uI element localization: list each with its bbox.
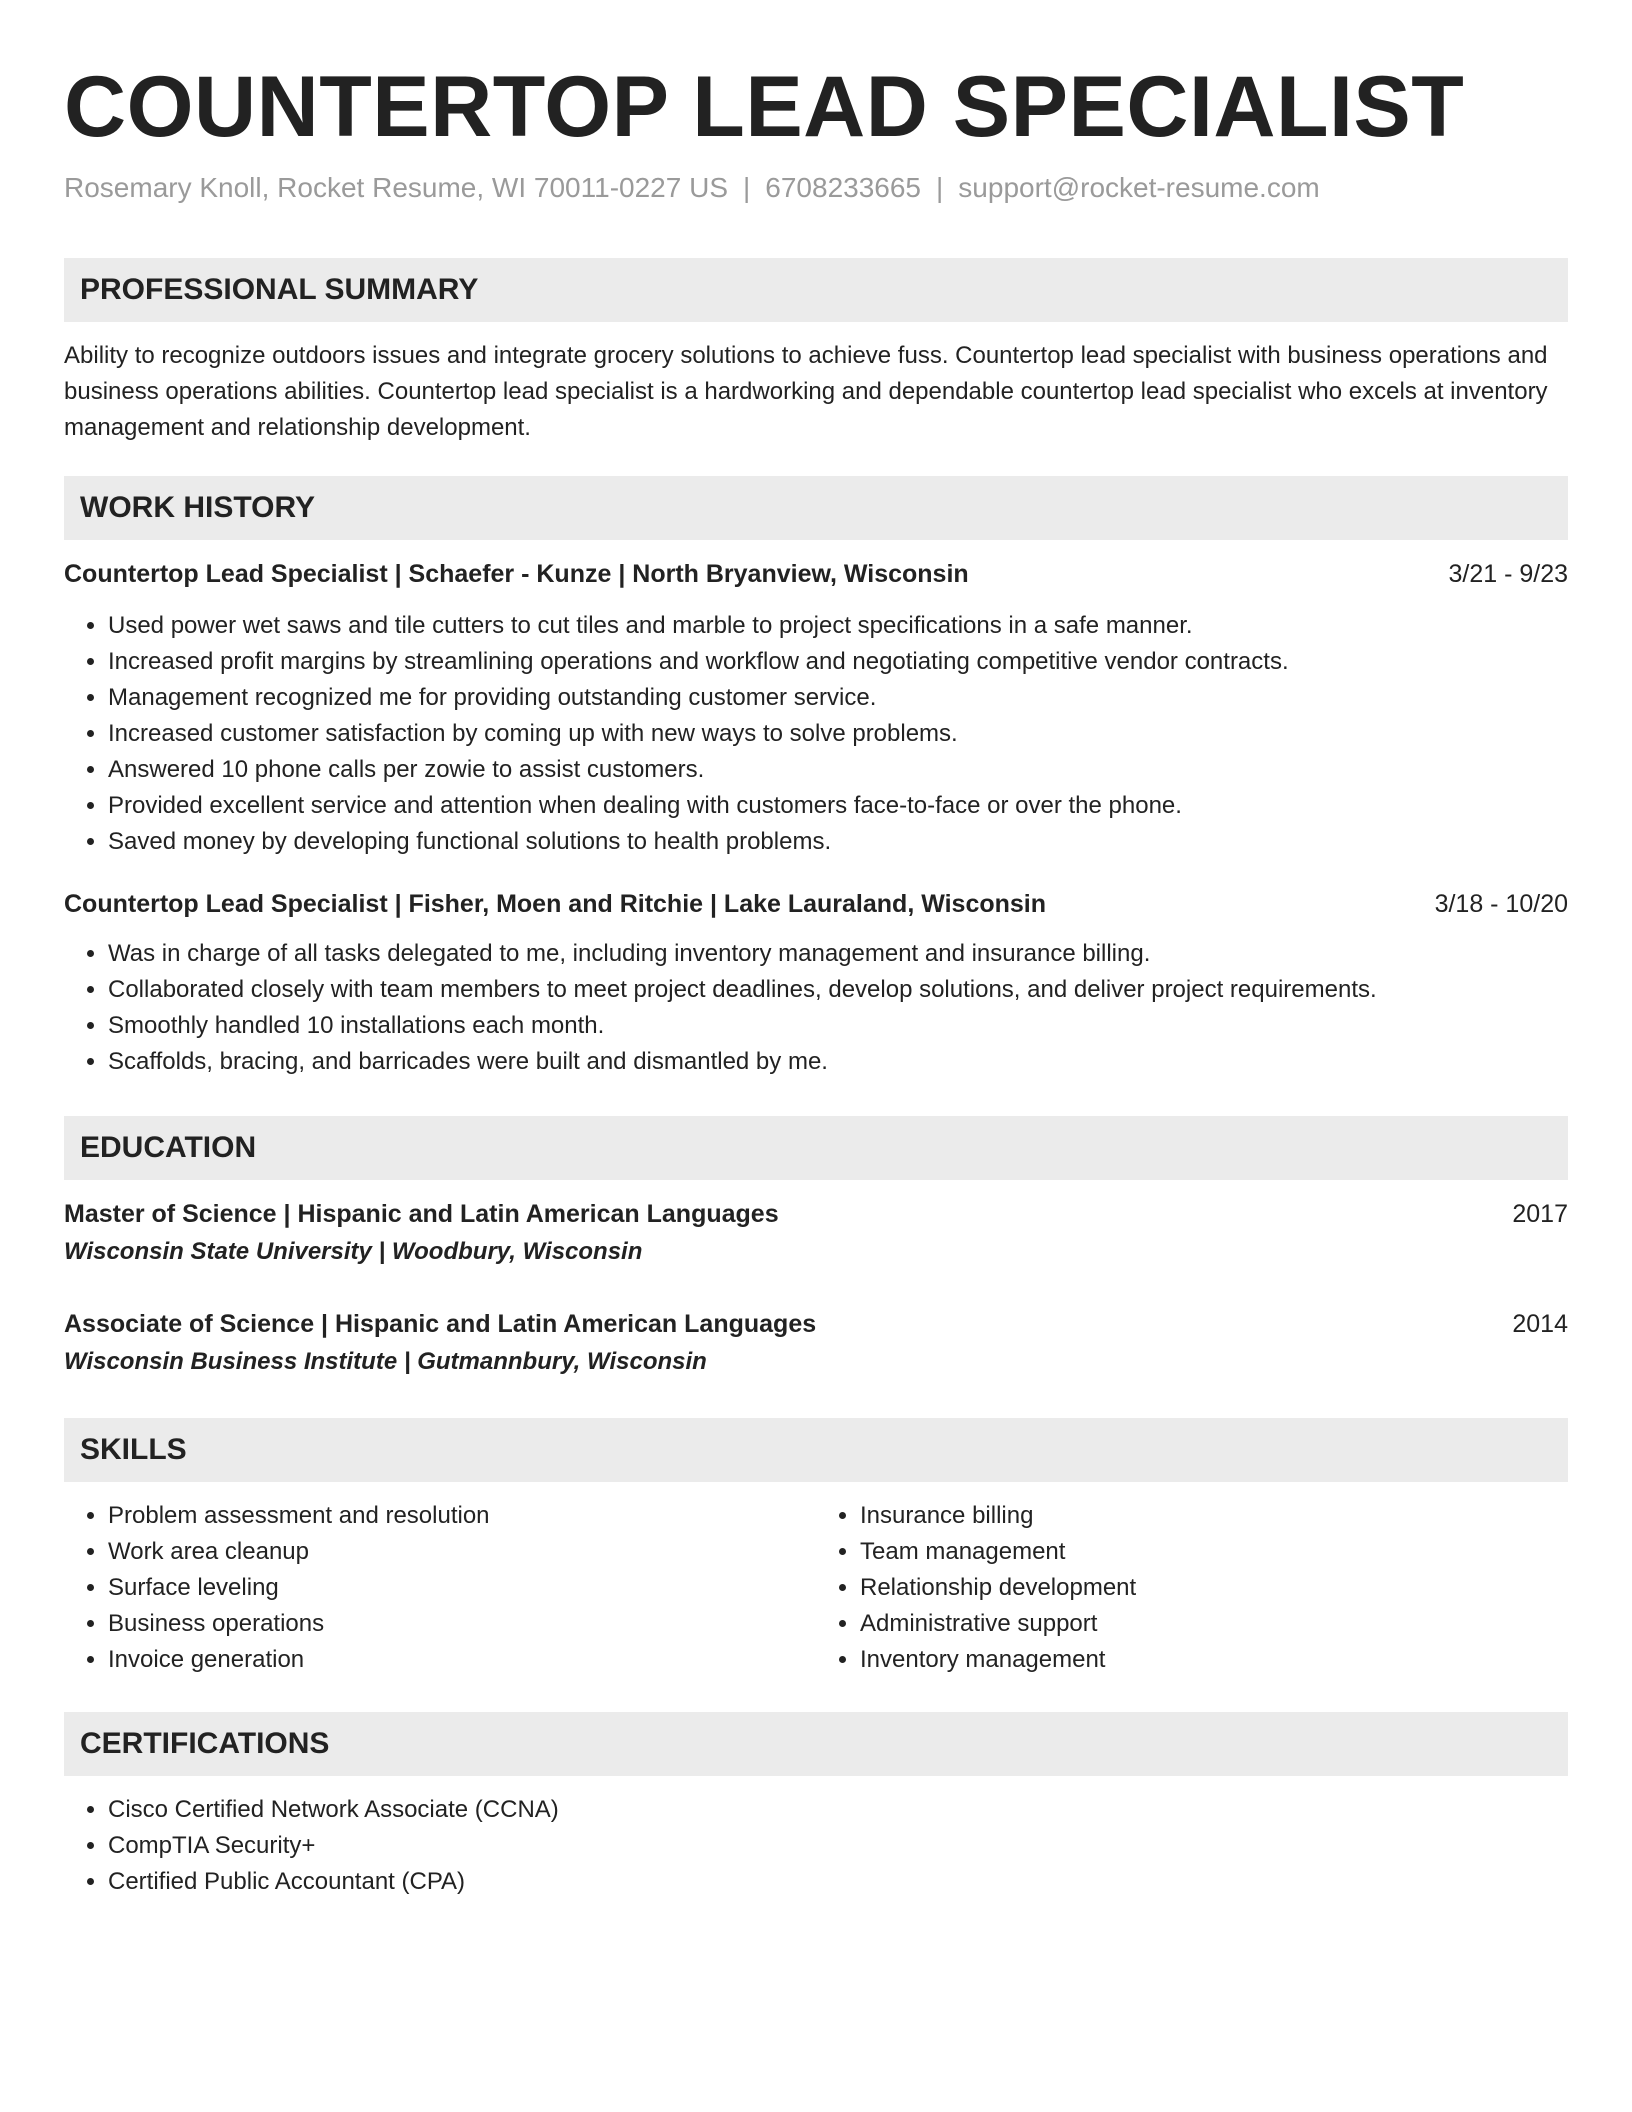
job-title: Countertop Lead Specialist | Fisher, Moen and Ritchie | Lake Lauraland, Wisconsin bbox=[64, 890, 1047, 918]
summary-text: Ability to recognize outdoors issues and integrate grocery solutions to achieve fuss. Countertop lead specialist with business operations and business operations abilities. Countertop lead specialist is a hardworking and dependable countertop lead specialist who excels at inventory management and relationship development. bbox=[64, 342, 1548, 441]
job-header bbox=[64, 886, 1568, 922]
list-item: • Team management bbox=[860, 1534, 1568, 1570]
education-school: Wisconsin State University | Woodbury, Wisconsin bbox=[64, 1238, 643, 1265]
list-item: • Work area cleanup bbox=[108, 1534, 816, 1570]
job-dates: 3/18 - 10/20 bbox=[1434, 890, 1568, 918]
contact-separator: | bbox=[936, 172, 944, 203]
list-item: • Answered 10 phone calls per zowie to assist customers. bbox=[108, 752, 1568, 788]
section-heading-certifications: CERTIFICATIONS bbox=[64, 1712, 1568, 1776]
list-item: • Scaffolds, bracing, and barricades were built and dismantled by me. bbox=[108, 1044, 1568, 1080]
list-item: • Provided excellent service and attention when dealing with customers face-to-face or over the phone. bbox=[108, 788, 1568, 824]
job-dates: 3/21 - 9/23 bbox=[1448, 560, 1568, 588]
list-item: • Insurance billing bbox=[860, 1498, 1568, 1534]
section-heading-skills: SKILLS bbox=[64, 1418, 1568, 1482]
contact-line bbox=[64, 170, 1568, 206]
list-item: • Increased customer satisfaction by coming up with new ways to solve problems. bbox=[108, 716, 1568, 752]
list-item: • Smoothly handled 10 installations each month. bbox=[108, 1008, 1568, 1044]
education-year: 2014 bbox=[1512, 1310, 1568, 1338]
list-item: • Was in charge of all tasks delegated to me, including inventory management and insurance billing. bbox=[108, 936, 1568, 972]
contact-email: support@rocket-resume.com bbox=[958, 172, 1320, 203]
list-item: • Inventory management bbox=[860, 1642, 1568, 1678]
job-bullet-list bbox=[64, 936, 1568, 1080]
list-item: • Surface leveling bbox=[108, 1570, 816, 1606]
skills-list-right bbox=[816, 1498, 1568, 1678]
section-heading-summary: PROFESSIONAL SUMMARY bbox=[64, 258, 1568, 322]
list-item: • Administrative support bbox=[860, 1606, 1568, 1642]
list-item: • Saved money by developing functional solutions to health problems. bbox=[108, 824, 1568, 860]
education-degree: Associate of Science | Hispanic and Latin American Languages bbox=[64, 1310, 817, 1338]
education-header bbox=[64, 1306, 1568, 1342]
list-item: • Business operations bbox=[108, 1606, 816, 1642]
section-heading-work-history: WORK HISTORY bbox=[64, 476, 1568, 540]
education-degree: Master of Science | Hispanic and Latin American Languages bbox=[64, 1200, 779, 1228]
skills-columns bbox=[64, 1498, 1568, 1678]
list-item: • Problem assessment and resolution bbox=[108, 1498, 816, 1534]
list-item: • Used power wet saws and tile cutters to cut tiles and marble to project specifications in a safe manner. bbox=[108, 608, 1568, 644]
list-item: • Management recognized me for providing outstanding customer service. bbox=[108, 680, 1568, 716]
resume-title: COUNTERTOP LEAD SPECIALIST bbox=[64, 59, 1465, 155]
skills-list-left bbox=[64, 1498, 816, 1678]
list-item: • Certified Public Accountant (CPA) bbox=[108, 1864, 1568, 1900]
list-item: • Increased profit margins by streamlining operations and workflow and negotiating competitive vendor contracts. bbox=[108, 644, 1568, 680]
certifications-list bbox=[64, 1792, 1568, 1900]
list-item: • Invoice generation bbox=[108, 1642, 816, 1678]
education-header bbox=[64, 1196, 1568, 1232]
education-school: Wisconsin Business Institute | Gutmannbury, Wisconsin bbox=[64, 1348, 707, 1375]
list-item: • Collaborated closely with team members to meet project deadlines, develop solutions, and deliver project requirements. bbox=[108, 972, 1568, 1008]
education-year: 2017 bbox=[1512, 1200, 1568, 1228]
job-bullet-list bbox=[64, 608, 1568, 860]
list-item: • CompTIA Security+ bbox=[108, 1828, 1568, 1864]
contact-phone: 6708233665 bbox=[765, 172, 922, 203]
job-header bbox=[64, 556, 1568, 592]
job-title: Countertop Lead Specialist | Schaefer - Kunze | North Bryanview, Wisconsin bbox=[64, 560, 969, 588]
list-item: • Relationship development bbox=[860, 1570, 1568, 1606]
contact-address: Rosemary Knoll, Rocket Resume, WI 70011-0227 US bbox=[64, 172, 728, 203]
list-item: • Cisco Certified Network Associate (CCNA) bbox=[108, 1792, 1568, 1828]
contact-separator: | bbox=[743, 172, 751, 203]
section-heading-education: EDUCATION bbox=[64, 1116, 1568, 1180]
